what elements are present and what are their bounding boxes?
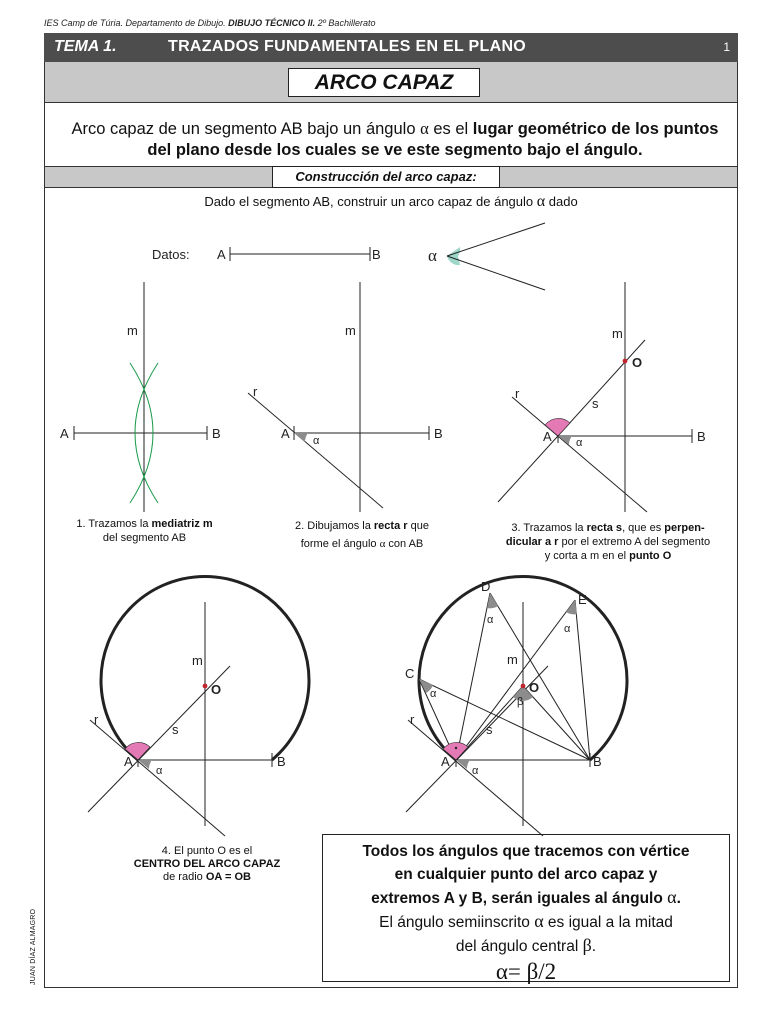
fig3-label-s: s	[592, 396, 599, 411]
fig1-label-b: B	[212, 426, 221, 441]
step2-bold: recta r	[373, 520, 408, 532]
fig5-label-alpha-a: α	[472, 765, 479, 777]
fig2-label-b: B	[434, 426, 443, 441]
fig2-label-alpha: α	[313, 435, 320, 447]
fig5-label-o: O	[529, 680, 540, 695]
intro-alpha: α	[536, 193, 546, 210]
step2-pre: 2. Dibujamos la	[295, 520, 374, 532]
summary-beta: β	[582, 935, 592, 955]
fig5-label-s: s	[486, 722, 493, 737]
fig1-label-m: m	[127, 323, 138, 338]
fig3-label-m: m	[612, 326, 623, 341]
step4-bold2: OA = OB	[205, 871, 251, 883]
definition-part2: es el	[428, 120, 473, 138]
fig5-label-alpha-c: α	[430, 688, 437, 700]
definition-alpha: α	[420, 119, 429, 138]
fig4-label-b: B	[277, 754, 286, 769]
fig5-label-m: m	[507, 652, 518, 667]
summary-line1: Todos los ángulos que tracemos con vértice	[362, 843, 690, 860]
author-credit	[30, 895, 42, 985]
figure-step-1	[74, 282, 207, 512]
step1-post: del segmento AB	[102, 532, 187, 544]
step3-pre: 3. Trazamos la	[511, 522, 587, 534]
fig4-label-m: m	[192, 653, 203, 668]
fig3-label-b: B	[697, 429, 706, 444]
step1-pre: 1. Trazamos la	[76, 518, 152, 530]
section-title: Construcción del arco capaz:	[272, 166, 500, 188]
summary-line4-pre: El ángulo semiinscrito	[379, 914, 535, 931]
step3-line3: y corta a m en el	[544, 550, 630, 562]
fig5-label-alpha-e: α	[564, 623, 571, 635]
fig4-label-s: s	[172, 722, 179, 737]
datos-label: Datos:	[152, 247, 190, 262]
fig5-label-c: C	[405, 666, 415, 681]
fig5-label-a: A	[441, 754, 450, 769]
data-label-a: A	[217, 247, 226, 262]
caption-step-3	[478, 521, 738, 563]
fig5-label-e: E	[578, 592, 587, 607]
summary-line3: extremos A y B, serán iguales al ángulo	[371, 890, 668, 907]
summary-line5-pre: del ángulo central	[455, 938, 583, 955]
caption-step-2	[262, 517, 462, 553]
data-label-alpha: α	[428, 246, 437, 265]
fig3-label-r: r	[515, 386, 520, 401]
intro-part2: dado	[545, 194, 578, 209]
data-segment-ab	[230, 247, 370, 261]
header-level: 2º Bachillerato	[317, 18, 376, 28]
figure-step-4	[88, 576, 309, 836]
caption-step-4	[102, 845, 312, 884]
page-title: ARCO CAPAZ	[288, 68, 480, 97]
author-name: JUAN DÍAZ ALMAGRO	[30, 908, 37, 985]
summary-dot: .	[676, 890, 681, 907]
fig4-label-a: A	[124, 754, 133, 769]
fig3-label-alpha: α	[576, 437, 583, 449]
page-number: 1	[723, 40, 730, 54]
figure-step-2	[248, 282, 429, 512]
step3-bold3: dicular a r	[505, 536, 559, 548]
fig5-label-alpha-d: α	[487, 614, 494, 626]
caption-step-1	[52, 517, 237, 545]
step4-bold1: CENTRO DEL ARCO CAPAZ	[133, 858, 281, 870]
step3-mid1: , que es	[622, 522, 665, 534]
summary-alpha-2: α	[534, 911, 544, 931]
header-institution: IES Camp de Túria. Departamento de Dibujo.	[44, 18, 226, 28]
step3-bold2: perpen-	[664, 522, 705, 534]
step4-line1: 4. El punto O es el	[161, 845, 253, 857]
fig3-label-o: O	[632, 355, 643, 370]
summary-line2: en cualquier punto del arco capaz y	[394, 866, 658, 883]
step3-mid2: por el extremo A del segmento	[558, 536, 711, 548]
summary-line4-post: es igual a la mitad	[543, 914, 673, 931]
fig5-label-beta: β	[517, 696, 524, 708]
summary-formula: α= β/2	[495, 959, 557, 984]
step1-bold: mediatriz m	[151, 518, 213, 530]
step2-mid: que	[407, 520, 429, 532]
step2-alpha: α	[379, 538, 386, 550]
step4-pre2: de radio	[163, 871, 206, 883]
fig5-label-b: B	[593, 754, 602, 769]
fig4-label-alpha: α	[156, 765, 163, 777]
fig5-label-r: r	[410, 712, 415, 727]
header-course: DIBUJO TÉCNICO II.	[228, 18, 316, 28]
fig1-label-a: A	[60, 426, 69, 441]
fig2-label-a: A	[281, 426, 290, 441]
fig5-label-d: D	[481, 579, 491, 594]
summary-alpha-1: α	[667, 887, 677, 907]
definition-bold: lugar geométrico de los puntos del plano desde los cuales se ve este segmento bajo el ángulo.	[147, 120, 719, 159]
step2-line2-post: con AB	[385, 538, 424, 550]
step3-bold4: punto O	[629, 550, 672, 562]
data-label-b: B	[372, 247, 381, 262]
tema-label: TEMA 1.	[54, 38, 117, 55]
fig2-label-r: r	[253, 384, 258, 399]
summary-box: Todos los ángulos que tracemos con vértice en cualquier punto del arco capaz y extremos A y B, serán iguales al ángulo α. El ángulo semiinscrito α es igual a la mitad del ángulo central β. α= β/2	[322, 834, 730, 982]
tema-title: TRAZADOS FUNDAMENTALES EN EL PLANO	[168, 38, 527, 55]
fig2-label-m: m	[345, 323, 356, 338]
step3-bold1: recta s	[586, 522, 623, 534]
fig3-label-a: A	[543, 429, 552, 444]
intro-part1: Dado el segmento AB, construir un arco capaz de ángulo	[204, 194, 537, 209]
fig4-label-r: r	[94, 712, 99, 727]
definition-part1: Arco capaz de un segmento AB bajo un ángulo	[71, 120, 421, 138]
fig4-label-o: O	[211, 682, 222, 697]
step2-line2-pre: forme el ángulo	[300, 538, 380, 550]
data-angle	[447, 223, 545, 290]
